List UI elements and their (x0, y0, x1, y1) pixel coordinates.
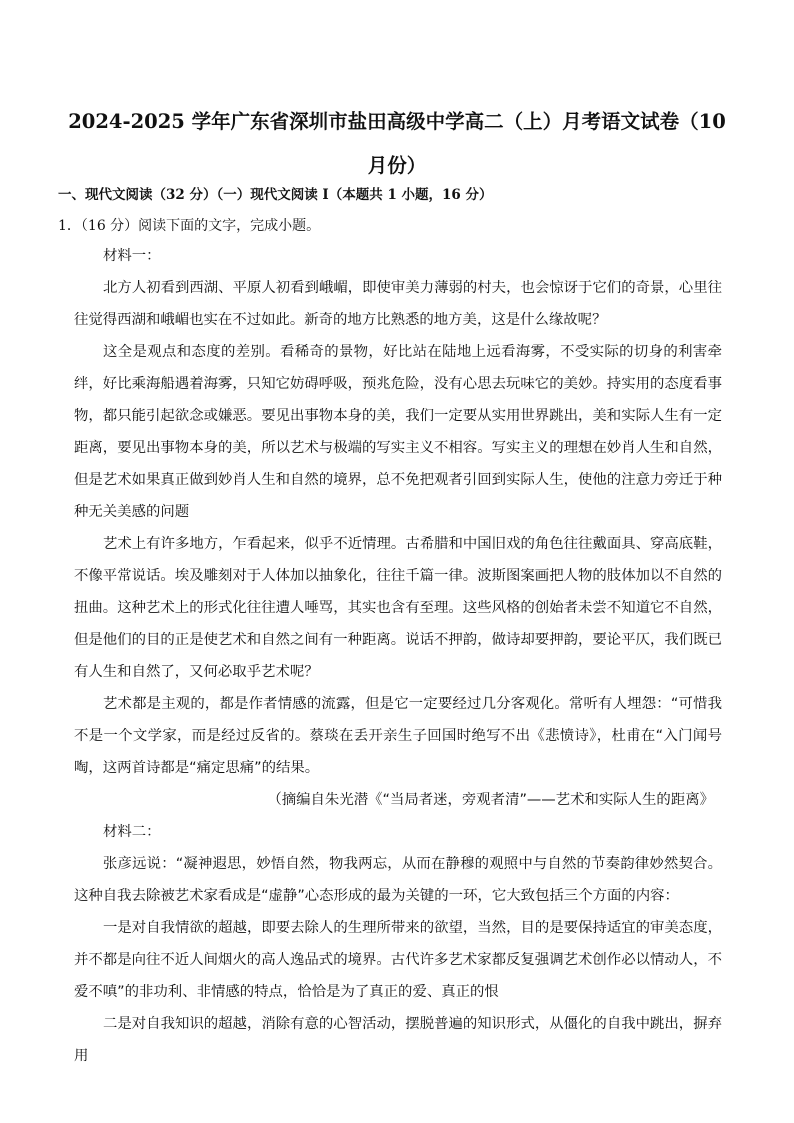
paragraph: 艺术上有许多地方，乍看起来，似乎不近情理。古希腊和中国旧戏的角色往往戴面具、穿高底鞋，不像平常说话。埃及雕刻对于人体加以抽象化，往往千篇一律。波斯图案画把人物的肢体加以不自然的扭曲。这种艺术上的形式化往往遭人唾骂，其实也含有至理。这些风格的创始者未尝不知道它不自然，但是他们的目的正是使艺术和自然之间有一种距离。说话不押韵，做诗却要押韵，要论平仄，我们既已有人生和自然了，又何必取乎艺术呢？ (74, 536, 722, 680)
material-2-label: 材料二： (103, 824, 161, 840)
paragraph: 艺术都是主观的，都是作者情感的流露，但是它一定要经过几分客观化。常听有人埋怨：“可惜我不是一个文学家，而是经过反省的。蔡琰在丢开亲生子回国时绝写不出《悲愤诗》，杜甫在“入门闻号啕，这两首诗都是“痛定思痛”的结果。 (74, 696, 722, 776)
paragraph: 二是对自我知识的超越，消除有意的心智活动，摆脱普遍的知识形式，从僵化的自我中跳出，摒弃用 (74, 1016, 722, 1064)
paragraph: 一是对自我情欲的超越，即要去除人的生理所带来的欲望，当然，目的是要保持适宜的审美态度，并不都是向往不近人间烟火的高人逸品式的境界。古代许多艺术家都反复强调艺术创作必以情动人，不爱不嗔”的非功利、非情感的特点，恰恰是为了真正的爱、真正的恨 (74, 920, 722, 1000)
material-1-label: 材料一： (103, 248, 161, 264)
question-prompt: 1．（16 分）阅读下面的文字，完成小题。 (58, 218, 321, 234)
paragraph: 张彦远说：“凝神遐思，妙悟自然，物我两忘，从而在静穆的观照中与自然的节奏韵律妙然契合。这种自我去除被艺术家看成是“虚静”心态形成的最为关键的一环，它大致包括三个方面的内容： (74, 856, 722, 904)
title-line-2: 月份） (367, 154, 427, 177)
page-title (60, 100, 734, 188)
section-heading: 一、现代文阅读（32 分）（一）现代文阅读 I（本题共 1 小题，16 分） (58, 187, 493, 203)
paragraph: 北方人初看到西湖、平原人初看到峨嵋，即使审美力薄弱的村夫，也会惊讶于它们的奇景，心里往往觉得西湖和峨嵋也实在不过如此。新奇的地方比熟悉的地方美，这是什么缘故呢？ (74, 280, 722, 328)
title-line-1: 2024-2025 学年广东省深圳市盐田高级中学高二（上）月考语文试卷（10 (68, 110, 726, 133)
reading-passage (74, 240, 722, 1072)
source-citation: （摘编自朱光潜《“当局者迷，旁观者清”——艺术和实际人生的距离》 (267, 792, 714, 808)
paragraph: 这全是观点和态度的差别。看稀奇的景物，好比站在陆地上远看海雾，不受实际的切身的利害牵绊，好比乘海船遇着海雾，只知它妨碍呼吸，预兆危险，没有心思去玩味它的美妙。持实用的态度看事物，都只能引起欲念或嫌恶。要见出事物本身的美，我们一定要从实用世界跳出，美和实际人生有一定距离，要见出事物本身的美，所以艺术与极端的写实主义不相容。写实主义的理想在妙肖人生和自然，但是艺术如果真正做到妙肖人生和自然的境界，总不免把观者引回到实际人生，使他的注意力旁迁于种种无关美感的问题 (74, 344, 722, 520)
